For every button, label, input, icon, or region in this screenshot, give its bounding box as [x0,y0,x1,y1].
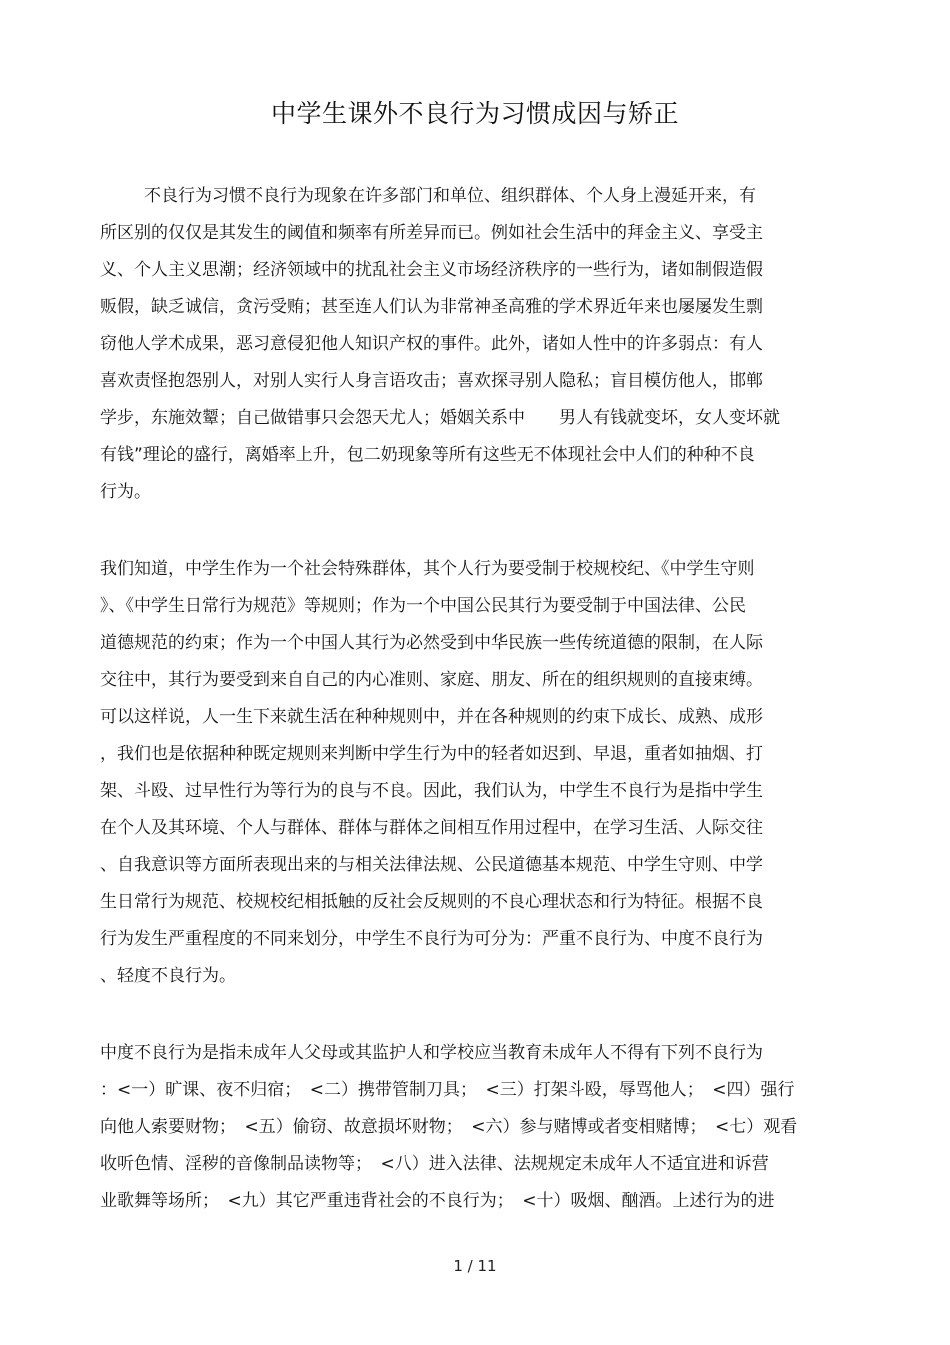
paragraph-2-line-7: 架、斗殴、过早性行为等行为的良与不良。因此，我们认为，中学生不良行为是指中学生 [100,781,763,801]
page-number: 1 / 11 [453,1257,497,1275]
paragraph-1-line-8: 有钱”理论的盛行，离婚率上升，包二奶现象等所有这些无不体现社会中人们的种种不良 [100,445,755,465]
paragraph-3-line-1: 中度不良行为是指未成年人父母或其监护人和学校应当教育未成年人不得有下列不良行为 [100,1043,763,1063]
paragraph-3-line-2: ：<一）旷课、夜不归宿； <二）携带管制刀具； <三）打架斗殴，辱骂他人； <四）强行 [100,1080,795,1100]
paragraph-1-line-6: 喜欢责怪抱怨别人，对别人实行人身言语攻击；喜欢探寻别人隐私；盲目模仿他人，邯郸 [100,371,763,391]
paragraph-2-line-3: 道德规范的约束；作为一个中国人其行为必然受到中华民族一些传统道德的限制，在人际 [100,633,763,653]
document-title: 中学生课外不良行为习惯成因与矫正 [270,99,679,128]
paragraph-2-line-5: 可以这样说，人一生下来就生活在种种规则中，并在各种规则的约束下成长、成熟、成形 [100,707,763,727]
paragraph-3-line-5: 业歌舞等场所； <九）其它严重违背社会的不良行为； <十）吸烟、酗酒。上述行为的进 [100,1191,775,1211]
paragraph-2-line-4: 交往中，其行为要受到来自自己的内心准则、家庭、朋友、所在的组织规则的直接束缚。 [100,670,763,690]
paragraph-1-line-1: 不良行为习惯不良行为现象在许多部门和单位、组织群体、个人身上漫延开来，有 [144,186,756,206]
paragraph-2-line-1: 我们知道，中学生作为一个社会特殊群体，其个人行为要受制于校规校纪、《中学生守则 [100,559,755,579]
paragraph-2-line-6: ，我们也是依据种种既定规则来判断中学生行为中的轻者如迟到、早退，重者如抽烟、打 [100,744,763,764]
paragraph-2-line-9: 、自我意识等方面所表现出来的与相关法律法规、公民道德基本规范、中学生守则、中学 [100,855,763,875]
paragraph-1-line-4: 贩假，缺乏诚信，贪污受贿；甚至连人们认为非常神圣高雅的学术界近年来也屡屡发生剽 [100,297,763,317]
paragraph-2-line-11: 行为发生严重程度的不同来划分，中学生不良行为可分为：严重不良行为、中度不良行为 [100,929,763,949]
paragraph-1-line-7: 学步，东施效颦；自己做错事只会怨天尤人；婚姻关系中 男人有钱就变坏，女人变坏就 [100,408,780,428]
paragraph-3-line-3: 向他人索要财物； <五）偷窃、故意损坏财物； <六）参与赌博或者变相赌博； <七）观看 [100,1117,798,1137]
paragraph-2-line-12: 、轻度不良行为。 [100,966,236,986]
paragraph-1-line-2: 所区别的仅仅是其发生的阈值和频率有所差异而已。例如社会生活中的拜金主义、享受主 [100,223,763,243]
paragraph-2-line-8: 在个人及其环境、个人与群体、群体与群体之间相互作用过程中，在学习生活、人际交往 [100,818,763,838]
paragraph-2-line-2: 》、《中学生日常行为规范》等规则；作为一个中国公民其行为要受制于中国法律、公民 [100,596,746,616]
paragraph-2-line-10: 生日常行为规范、校规校纪相抵触的反社会反规则的不良心理状态和行为特征。根据不良 [100,892,763,912]
paragraph-1-line-9: 行为。 [100,482,151,502]
paragraph-1-line-3: 义、个人主义思潮；经济领域中的扰乱社会主义市场经济秩序的一些行为，诸如制假造假 [100,260,763,280]
paragraph-1-line-5: 窃他人学术成果，恶习意侵犯他人知识产权的事件。此外，诸如人性中的许多弱点：有人 [100,334,763,354]
paragraph-3-line-4: 收听色情、淫秽的音像制品读物等； <八）进入法律、法规规定未成年人不适宜进和诉营 [100,1154,769,1174]
